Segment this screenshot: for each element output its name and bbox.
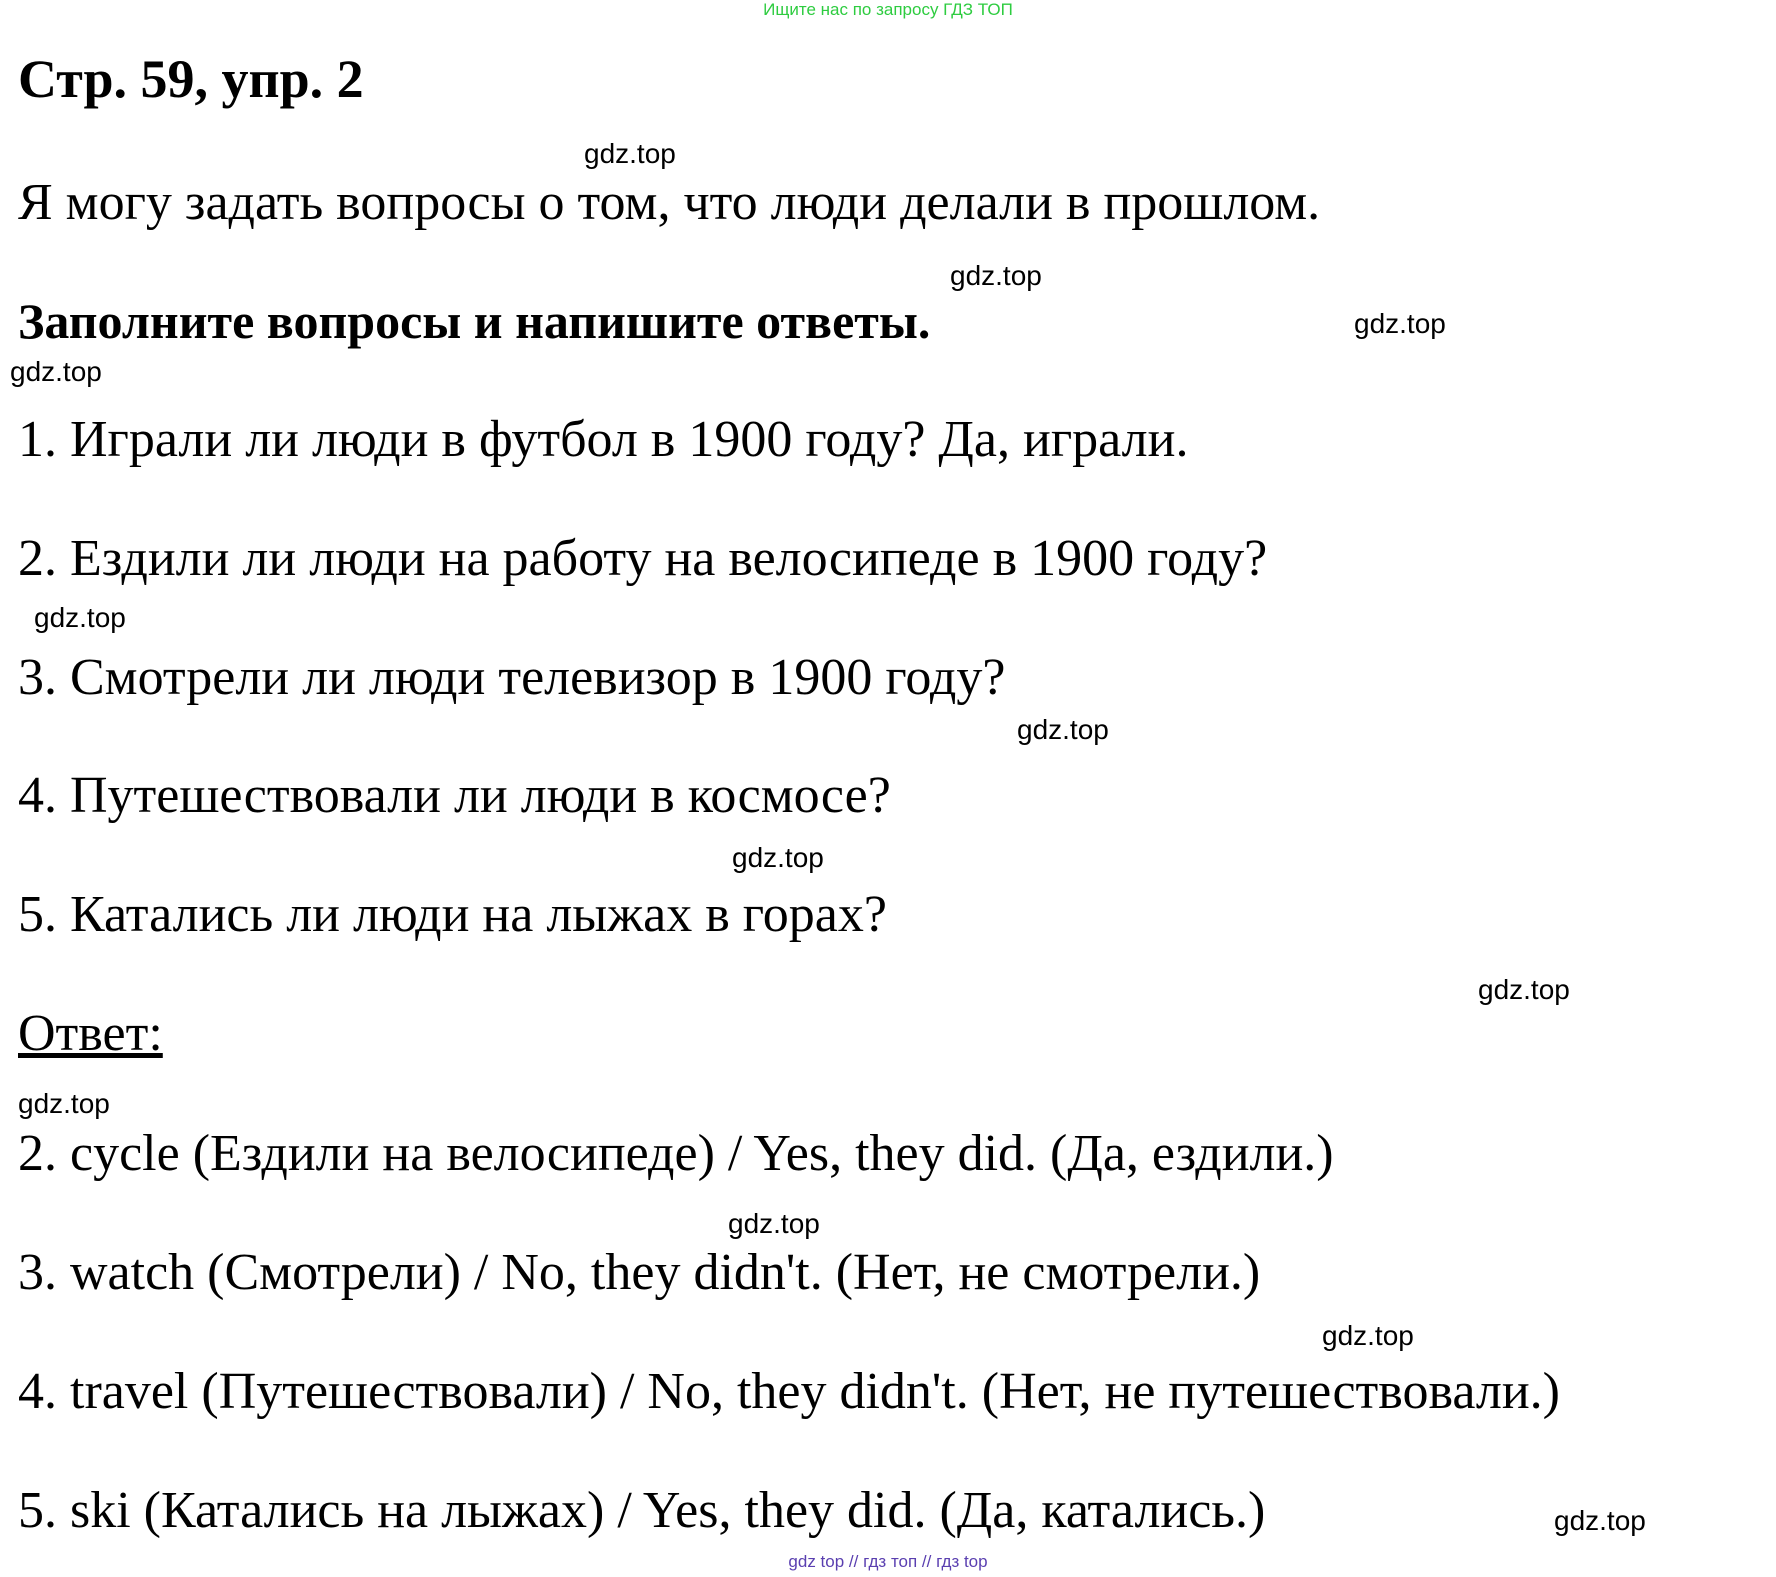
answer-label: Ответ: [18, 1005, 163, 1062]
question-item: 3. Смотрели ли люди телевизор в 1900 году? [18, 649, 1006, 706]
answer-item: 4. travel (Путешествовали) / No, they didn't. (Нет, не путешествовали.) [18, 1363, 1560, 1420]
question-item: 5. Катались ли люди на лыжах в горах? [18, 886, 887, 943]
watermark: gdz.top [1354, 308, 1446, 339]
watermark: gdz.top [1322, 1320, 1414, 1351]
footer-watermark: gdz top // гдз топ // гдз top [788, 1552, 988, 1571]
answer-item: 2. cycle (Ездили на велосипеде) / Yes, they did. (Да, ездили.) [18, 1125, 1334, 1182]
answer-item: 5. ski (Катались на лыжах) / Yes, they did. (Да, катались.) [18, 1482, 1266, 1539]
question-item: 2. Ездили ли люди на работу на велосипеде в 1900 году? [18, 530, 1268, 587]
watermark: gdz.top [34, 602, 126, 633]
search-banner: Ищите нас по запросу ГДЗ ТОП [763, 0, 1013, 19]
intro-text: Я могу задать вопросы о том, что люди делали в прошлом. [18, 174, 1321, 231]
watermark: gdz.top [1017, 714, 1109, 745]
answer-item: 3. watch (Смотрели) / No, they didn't. (Нет, не смотрели.) [18, 1244, 1261, 1301]
watermark: gdz.top [584, 138, 676, 169]
watermark: gdz.top [728, 1208, 820, 1239]
watermark: gdz.top [10, 356, 102, 387]
watermark: gdz.top [1554, 1505, 1646, 1536]
watermark: gdz.top [732, 842, 824, 873]
watermark: gdz.top [1478, 974, 1570, 1005]
watermark: gdz.top [18, 1088, 110, 1119]
watermark: gdz.top [950, 260, 1042, 291]
instruction-heading: Заполните вопросы и напишите ответы. [18, 293, 931, 349]
question-item: 4. Путешествовали ли люди в космосе? [18, 767, 891, 824]
page-title: Стр. 59, упр. 2 [18, 49, 364, 109]
question-item: 1. Играли ли люди в футбол в 1900 году? Да, играли. [18, 411, 1189, 468]
